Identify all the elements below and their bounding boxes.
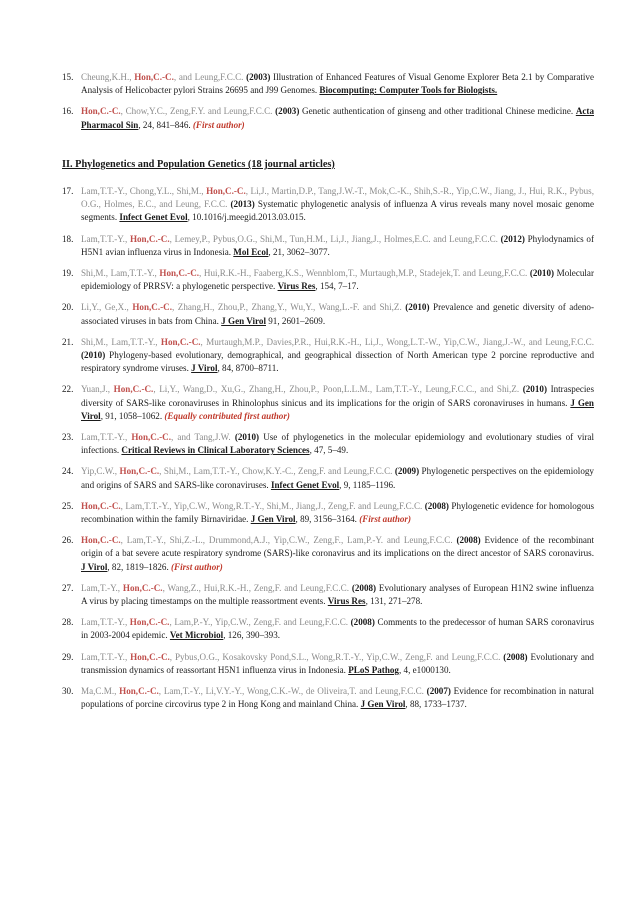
highlighted-author: Hon,C.-C. <box>129 233 170 244</box>
publication-year: (2013) <box>230 199 255 210</box>
publication-entry <box>62 185 594 225</box>
volume-pages: , 82, 1819–1826. <box>107 561 172 572</box>
entry-number: 17. <box>62 186 74 196</box>
article-title: Molecular epidemiology of PRRSV: a phylogenetic perspective. <box>81 268 594 292</box>
volume-pages: , 21, 3062–3077. <box>268 246 330 257</box>
publication-year: (2010) <box>81 350 106 361</box>
journal-name: Mol Ecol <box>233 246 269 257</box>
authors-after: , Li,Y., Wang,D., Xu,G., Zhang,H., Zhou,P., Poon,L.L.M., Lam,T.T.-Y., Leung,F.C.C., and Shi,Z. <box>153 384 523 395</box>
entry-number: 28. <box>62 617 74 628</box>
authors-after: , Lam,T.T.-Y., Yip,C.W., Wong,R.T.-Y., Shi,M., Jiang,J., Zeng,F. and Leung,F.C.C. <box>120 500 425 511</box>
publication-list-part-2 <box>62 185 594 712</box>
authors-before: Lam,T.T.-Y., <box>81 651 131 662</box>
highlighted-author: Hon,C.-C. <box>81 106 121 117</box>
section-heading: II. Phylogenetics and Population Genetics (18 journal articles) <box>62 159 335 170</box>
entry-number: 23. <box>62 432 74 443</box>
entry-citation <box>81 301 594 327</box>
journal-name: Infect Genet Evol <box>119 212 188 223</box>
highlighted-author: Hon,C.-C. <box>206 186 246 196</box>
entry-citation <box>81 336 594 376</box>
highlighted-author: Hon,C.-C. <box>81 500 121 511</box>
entry-citation <box>81 71 594 97</box>
article-title: Phylodynamics of H5N1 avian influenza virus in Indonesia. <box>81 233 594 257</box>
article-title: Systematic phylogenetic analysis of influenza A virus reveals many novel mosaic genome segments. <box>81 199 595 223</box>
authors-before: Shi,M., Lam,T.T.-Y., <box>81 336 161 347</box>
publication-year: (2008) <box>456 535 481 546</box>
authors-after: , Hui,R.K.-H., Faaberg,K.S., Wennblom,T., Murtaugh,M.P., Stadejek,T. and Leung,F.C.C. <box>199 268 530 279</box>
publication-entry <box>62 500 594 526</box>
authors-before: Yip,C.W., <box>81 466 120 477</box>
volume-pages: , 10.1016/j.meegid.2013.03.015. <box>187 212 306 223</box>
authors-after: , and Leung,F.C.C. <box>173 72 247 82</box>
entry-citation <box>81 582 594 608</box>
article-title: Prevalence and genetic diversity of adeno-associated viruses in bats from China. <box>81 302 594 326</box>
volume-pages: 91, 2601–2609. <box>265 315 326 326</box>
journal-name: Critical Reviews in Clinical Laboratory Sciences <box>121 445 310 456</box>
highlighted-author: Hon,C.-C. <box>122 582 163 593</box>
entry-citation <box>81 267 594 293</box>
publication-entry <box>62 685 594 711</box>
highlighted-author: Hon,C.-C. <box>129 617 170 628</box>
publication-entry <box>62 71 594 97</box>
highlighted-author: Hon,C.-C. <box>119 466 160 477</box>
authors-before: Shi,M., Lam,T.T.-Y., <box>81 268 160 279</box>
entry-number: 22. <box>62 384 74 395</box>
highlighted-author: Hon,C.-C. <box>134 72 174 82</box>
publication-year: (2010) <box>529 268 555 279</box>
publication-year: (2010) <box>234 432 260 443</box>
journal-name: Infect Genet Evol <box>270 479 340 490</box>
publication-year: (2003) <box>246 72 271 82</box>
entry-number: 21. <box>62 336 74 347</box>
authors-before: Ma,C.M., <box>81 686 120 697</box>
entry-number: 25. <box>62 500 74 511</box>
authors-before: Lam,T.T.-Y., <box>81 432 132 443</box>
author-note: (First author) <box>359 514 411 525</box>
authors-after: , Murtaugh,M.P., Davies,P.R., Hui,R.K.-H., Li,J., Wong,L.T.-W., Yip,C.W., Jiang,J.-W., and Leung,F.C.C. <box>200 336 594 347</box>
highlighted-author: Hon,C.-C. <box>159 268 200 279</box>
highlighted-author: Hon,C.-C. <box>130 651 170 662</box>
publication-year: (2008) <box>503 651 528 662</box>
authors-before: Lam,T.T.-Y., <box>81 617 130 628</box>
volume-pages: , 4, e1000130. <box>398 664 451 675</box>
article-title: Phylogeny-based evolutionary, demographical, and geographical dissection of North American type 2 porcine reproductive and respiratory syndrome viruses. <box>81 350 594 374</box>
journal-name: Virus Res <box>327 596 366 607</box>
article-title: Evidence for recombination in natural populations of porcine circovirus type 2 in Hong Kong and mainland China. <box>81 686 594 710</box>
article-title: Intraspecies diversity of SARS-like coronaviruses in Rhinolophus sinicus and its implications for the origin of SARS coronaviruses in humans. <box>81 384 595 408</box>
volume-pages: , 126, 390–393. <box>223 630 281 641</box>
journal-name: J Gen Virol <box>81 397 594 421</box>
publication-year: (2009) <box>394 466 420 477</box>
article-title: Evolutionary and transmission dynamics of reassortant H5N1 influenza virus in Indonesia. <box>81 651 594 675</box>
journal-name: J Gen Virol <box>360 699 406 710</box>
volume-pages: , 88, 1733–1737. <box>405 699 467 710</box>
entry-citation <box>81 500 594 526</box>
publication-entry <box>62 534 594 574</box>
journal-name: J Gen Virol <box>221 315 266 326</box>
journal-name: J Gen Virol <box>250 514 296 525</box>
publication-entry <box>62 616 594 642</box>
publication-entry <box>62 301 594 327</box>
entry-citation <box>81 431 594 457</box>
authors-after: , and Tang,J.W. <box>171 432 235 443</box>
journal-name: Biocomputing: Computer Tools for Biologists. <box>319 85 498 96</box>
entry-number: 19. <box>62 268 74 279</box>
authors-after: , Lam,T.-Y., Li,V.Y.-Y., Wong,C.K.-W., de Oliveira,T. and Leung,F.C.C. <box>158 686 427 697</box>
highlighted-author: Hon,C.-C. <box>160 336 201 347</box>
authors-after: , Lemey,P., Pybus,O.G., Shi,M., Tun,H.M., Li,J., Jiang,J., Holmes,E.C. and Leung,F.C.C. <box>169 233 501 244</box>
entry-citation <box>81 685 594 711</box>
article-title: Illustration of Enhanced Features of Visual Genome Explorer Beta 2.1 by Comparative Analysis of Helicobacter pylori Strains 26695 and J99 Genomes. <box>81 72 594 96</box>
entry-number: 18. <box>62 233 74 244</box>
publication-year: (2010) <box>522 384 547 395</box>
authors-after: , Li,J., Martin,D.P., Tang,J.W.-T., Mok,C.-K., Shih,S.-R., Yip,C.W., Jiang, J., Hui, R.K., Pybus, O.G., Holmes, E.C., and Leung, F.C.C. <box>81 186 594 210</box>
publication-entry <box>62 431 594 457</box>
entry-number: 27. <box>62 582 74 593</box>
highlighted-author: Hon,C.-C. <box>81 535 121 546</box>
publication-entry <box>62 651 594 677</box>
article-title: Phylogenetic evidence for homologous recombination within the family Birnaviridae. <box>81 500 594 525</box>
volume-pages: , 131, 271–278. <box>365 596 423 607</box>
volume-pages: , 91, 1058–1062. <box>100 410 165 421</box>
volume-pages: , 47, 5–49. <box>309 445 349 456</box>
article-title: Use of phylogenetics in the molecular epidemiology and evolutionary studies of viral infections. <box>81 432 594 456</box>
journal-name: Virus Res <box>277 281 316 292</box>
volume-pages: , 89, 3156–3164. <box>295 514 360 525</box>
publication-year: (2012) <box>500 233 525 244</box>
authors-after: , Zhang,H., Zhou,P., Zhang,Y., Wu,Y., Wang,L.-F. and Shi,Z. <box>172 302 406 313</box>
author-note: (First author) <box>171 561 223 572</box>
entry-number: 30. <box>62 686 74 697</box>
publication-entry <box>62 233 594 259</box>
entry-citation <box>81 651 594 677</box>
volume-pages: , 154, 7–17. <box>315 281 359 292</box>
author-note: (Equally contributed first author) <box>164 410 290 421</box>
entry-citation <box>81 465 594 491</box>
authors-before: Li,Y., Ge,X., <box>81 302 133 313</box>
volume-pages: , 84, 8700–8711. <box>217 363 279 374</box>
article-title: Comments to the predecessor of human SARS coronavirus in 2003-2004 epidemic. <box>81 617 595 641</box>
publication-entry <box>62 383 594 423</box>
highlighted-author: Hon,C.-C. <box>132 302 172 313</box>
entry-number: 20. <box>62 302 74 313</box>
volume-pages: , 24, 841–846. <box>138 119 193 130</box>
publication-year: (2007) <box>426 686 451 697</box>
entry-number: 29. <box>62 651 74 662</box>
authors-before: Lam,T.-Y., <box>81 582 123 593</box>
author-note: (First author) <box>192 119 245 130</box>
authors-after: , Lam,P.-Y., Yip,C.W., Zeng,F. and Leung,F.C.C. <box>169 617 351 628</box>
article-title: Phylogenetic perspectives on the epidemiology and origins of SARS and SARS-like coronaviruses. <box>81 466 594 490</box>
entry-citation <box>81 105 594 131</box>
highlighted-author: Hon,C.-C. <box>131 432 172 443</box>
publication-year: (2008) <box>350 617 375 628</box>
authors-after: , Lam,T.-Y., Shi,Z.-L., Drummond,A.J., Yip,C.W., Zeng,F., Lam,P.-Y. and Leung,F.C.C. <box>120 535 457 546</box>
article-title: Evidence of the recombinant origin of a bat severe acute respiratory syndrome (SARS)-like coronavirus and its implications on the direct ancestor of SARS coronavirus. <box>81 535 594 559</box>
volume-pages: , 9, 1185–1196. <box>339 479 396 490</box>
journal-name: PLoS Pathog <box>348 664 399 675</box>
entry-citation <box>81 383 594 423</box>
entry-number: 16. <box>62 106 74 117</box>
authors-after: , Shi,M., Lam,T.T.-Y., Chow,K.Y.-C., Zeng,F. and Leung,F.C.C. <box>159 466 395 477</box>
publication-list-part-1 <box>62 71 594 132</box>
authors-after: , Pybus,O.G., Kosakovsky Pond,S.L., Wong,R.T.-Y., Yip,C.W., Zeng,F. and Leung,F.C.C. <box>169 651 504 662</box>
authors-after: , Chow,Y.C., Zeng,F.Y. and Leung,F.C.C. <box>120 106 276 117</box>
publication-entry <box>62 105 594 131</box>
entry-number: 24. <box>62 466 74 477</box>
journal-name: Vet Microbiol <box>169 630 224 641</box>
entry-citation <box>81 185 594 225</box>
entry-citation <box>81 233 594 259</box>
authors-after: , Wang,Z., Hui,R.K.-H., Zeng,F. and Leung,F.C.C. <box>162 582 352 593</box>
publication-entry <box>62 336 594 376</box>
authors-before: Cheung,K.H., <box>81 72 135 82</box>
journal-name: J Virol <box>191 363 218 374</box>
publication-entry <box>62 267 594 293</box>
entry-citation <box>81 534 594 574</box>
highlighted-author: Hon,C.-C. <box>113 384 154 395</box>
publication-entry <box>62 465 594 491</box>
entry-number: 26. <box>62 535 74 546</box>
journal-name: Acta Pharmacol Sin <box>81 106 594 130</box>
publication-year: (2008) <box>351 582 377 593</box>
authors-before: Lam,T.T.-Y., <box>81 233 130 244</box>
publication-year: (2008) <box>424 500 449 511</box>
journal-name: J Virol <box>81 561 108 572</box>
authors-before: Yuan,J., <box>81 384 114 395</box>
entry-citation <box>81 616 594 642</box>
article-title: Evolutionary analyses of European H1N2 swine influenza A virus by placing timestamps on the multiple reassortment events. <box>81 582 594 607</box>
authors-before: Lam,T.T.-Y., Chong,Y.L., Shi,M., <box>81 186 207 196</box>
publication-year: (2010) <box>405 302 430 313</box>
entry-number: 15. <box>62 72 74 82</box>
highlighted-author: Hon,C.-C. <box>119 686 159 697</box>
article-title: Genetic authentication of ginseng and other traditional Chinese medicine. <box>299 106 576 117</box>
publication-year: (2003) <box>275 106 300 117</box>
publication-entry <box>62 582 594 608</box>
